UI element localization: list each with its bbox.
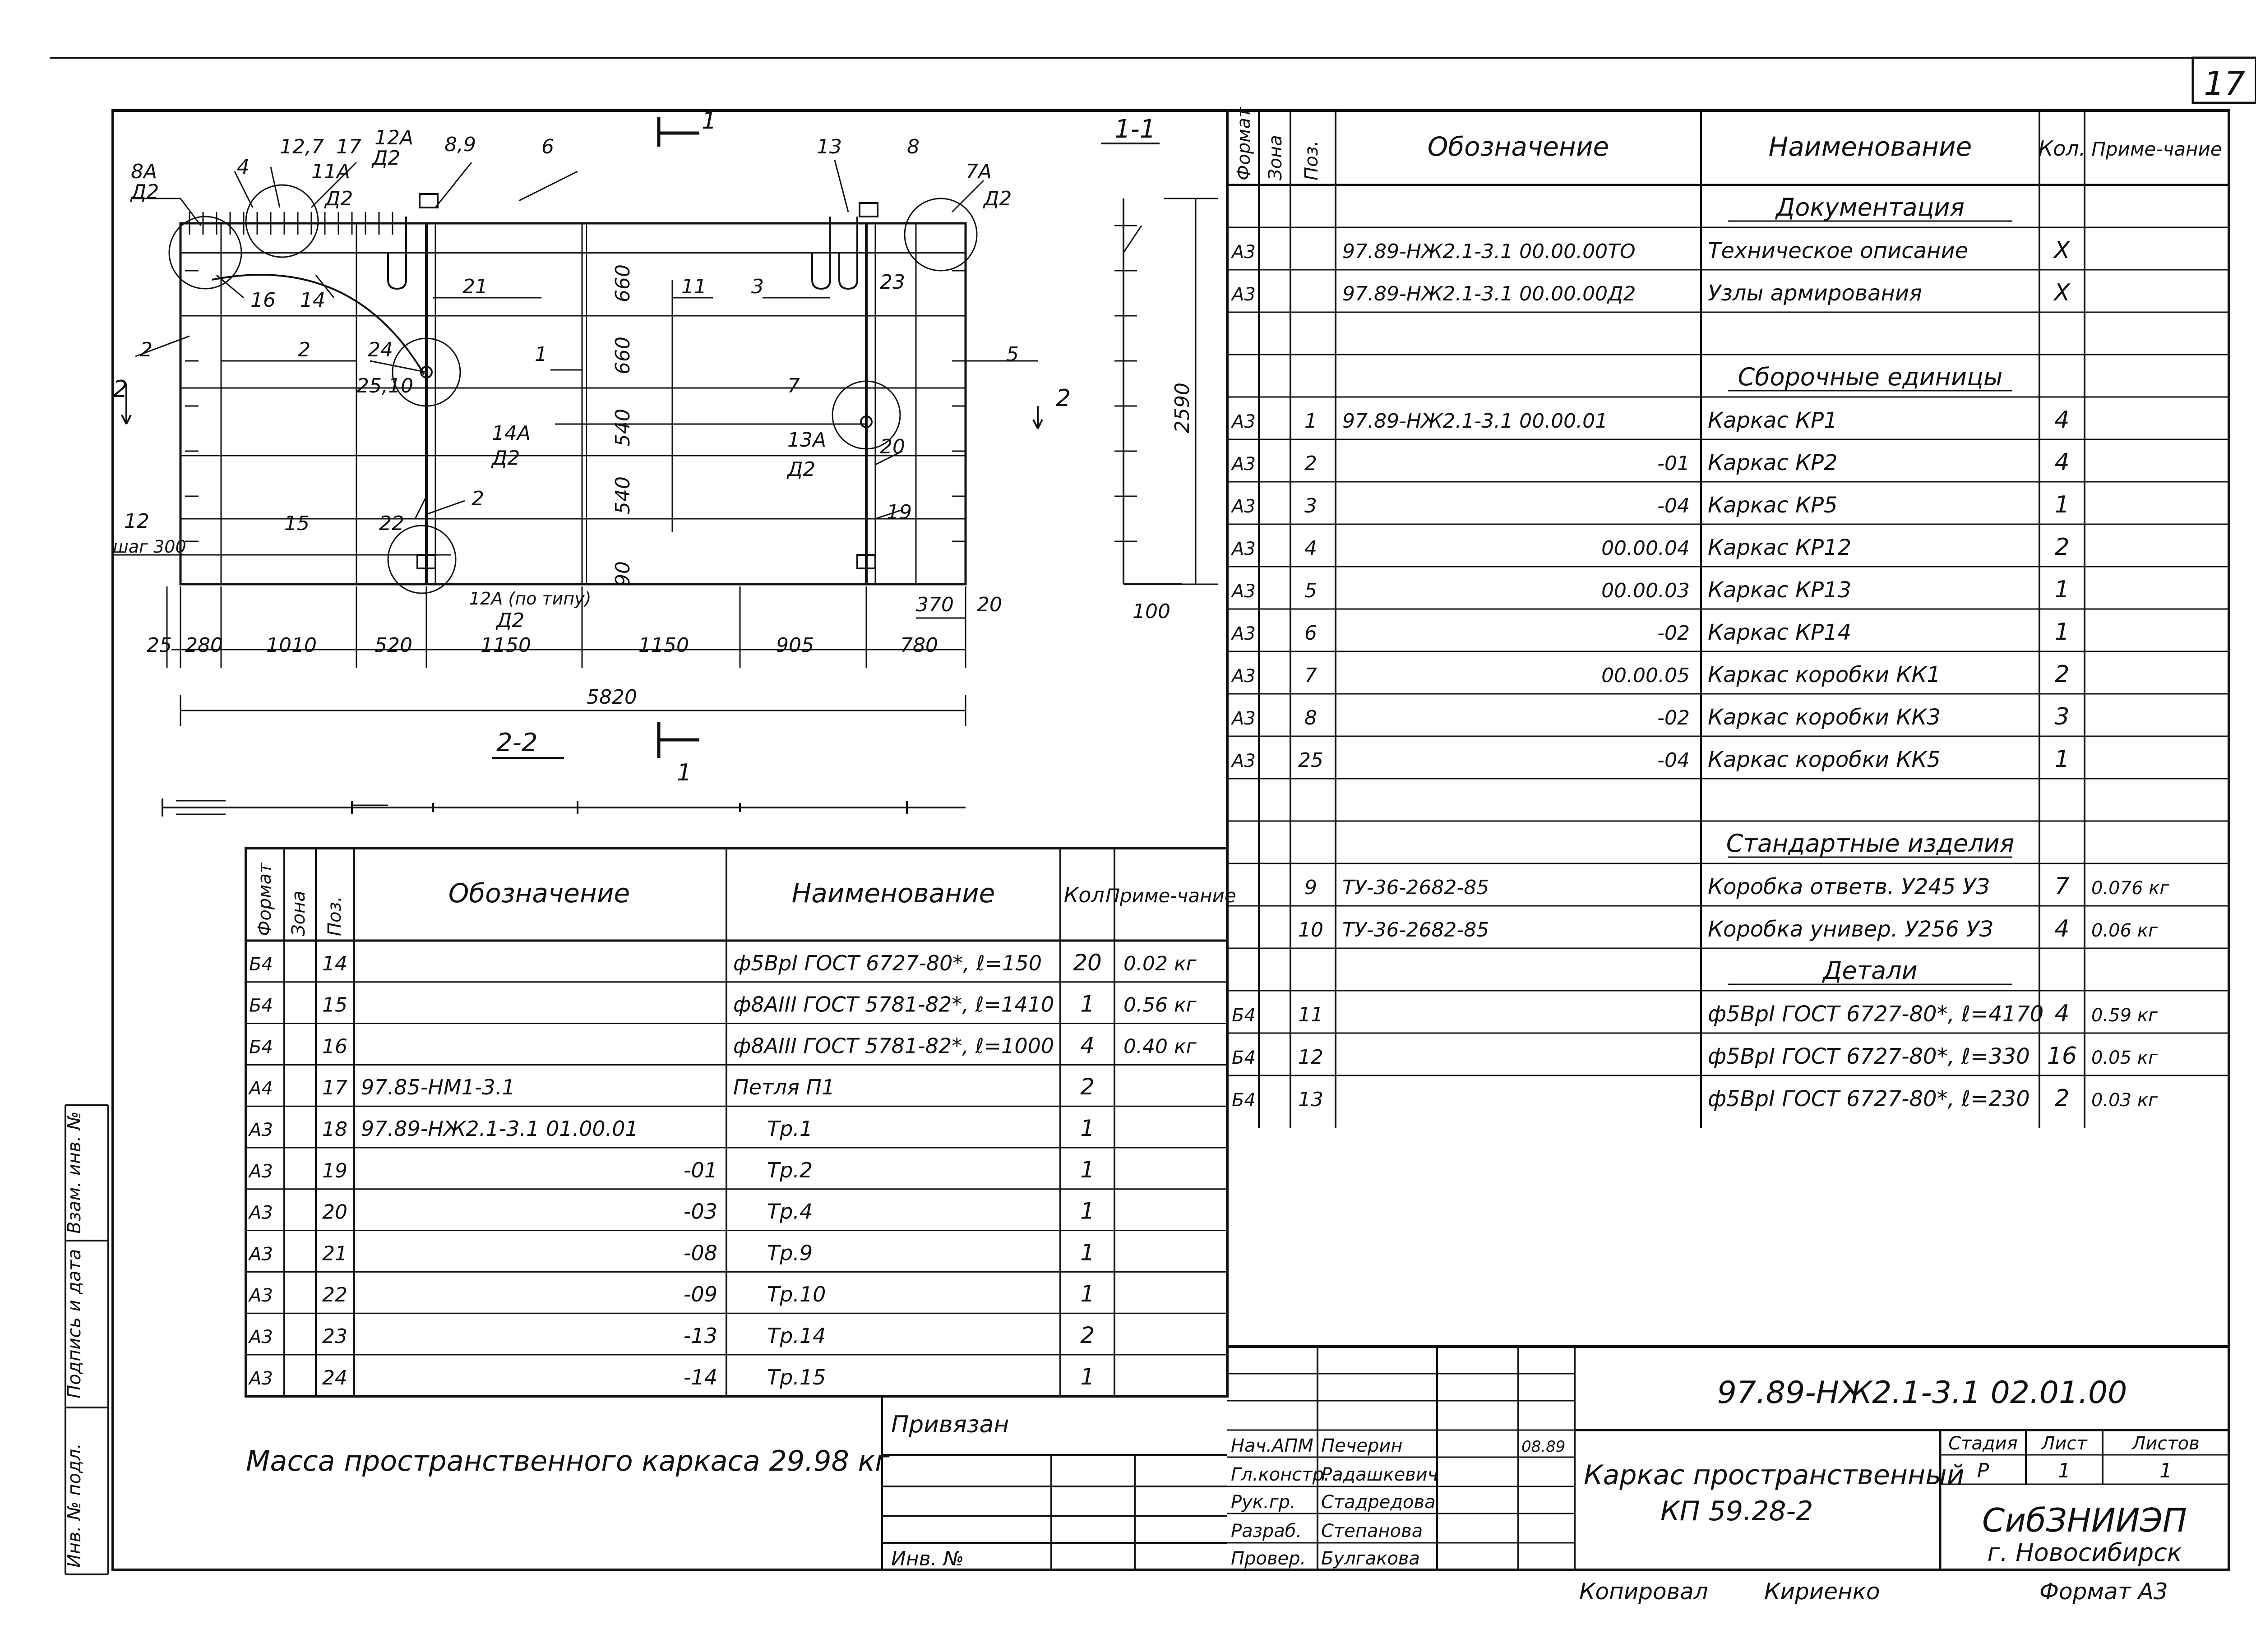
cell-name: ф5ВрI ГОСТ 6727-80*, ℓ=4170 (1708, 1001, 2044, 1027)
section-heading: Документация (1776, 193, 1965, 221)
cell-name: Каркас КР13 (1708, 577, 1852, 603)
reinforcement-plan (113, 117, 1218, 817)
signature-date: 08.89 (1521, 1438, 1566, 1456)
cell-pos: 15 (322, 993, 347, 1017)
callout: Д2 (372, 147, 401, 170)
callout: 21 (462, 275, 488, 298)
section-heading: Стандартные изделия (1726, 829, 2015, 858)
callout: 15 (284, 512, 310, 535)
cell-format: Б4 (1232, 1090, 1256, 1111)
callout: 20 (880, 435, 905, 458)
sheet-header: Лист (2041, 1433, 2087, 1454)
cell-pos: 4 (1304, 537, 1317, 560)
callout: 24 (368, 338, 393, 361)
cell-pos: 8 (1304, 706, 1317, 729)
cell-note: 0.59 кг (2091, 1005, 2158, 1026)
cell-pos: 6 (1304, 622, 1317, 645)
dim-bottom: 25 (147, 634, 172, 657)
cell-note: 0.56 кг (1123, 993, 1197, 1017)
callout: 11А (311, 160, 351, 183)
dim-vertical: 540 (611, 409, 634, 447)
cell-name: Каркас коробки КК1 (1708, 662, 1941, 688)
signature-name: Печерин (1321, 1435, 1403, 1456)
signature-role: Нач.АПМ (1231, 1435, 1313, 1456)
cell-name: Каркас КР5 (1708, 493, 1838, 518)
callout: 13А (787, 429, 827, 452)
cell-format: А3 (1232, 284, 1256, 305)
signature-role: Рук.гр. (1231, 1492, 1296, 1513)
signature-role: Разраб. (1231, 1521, 1302, 1541)
cell-format: А3 (1232, 581, 1256, 602)
stage-value: Р (1977, 1459, 1989, 1482)
cell-format: А3 (249, 1244, 273, 1265)
callout: Д2 (496, 609, 525, 632)
privyazan-label: Привязан (891, 1411, 1009, 1438)
sheets-header: Листов (2132, 1433, 2200, 1454)
dim-bottom: 280 (185, 634, 223, 657)
cell-format: А3 (1232, 454, 1256, 475)
cell-designation: -14 (683, 1365, 717, 1389)
cell-note: 0.02 кг (1123, 952, 1197, 975)
callout: 7 (787, 374, 800, 397)
cell-pos: 7 (1304, 664, 1317, 687)
callout: 23 (880, 271, 905, 294)
cell-qty: 4 (1080, 1032, 1095, 1059)
dim-bottom: 1150 (481, 634, 531, 657)
cut-label-right: 2 (1056, 385, 1071, 412)
cell-format: Б4 (1232, 1047, 1256, 1068)
callout: 12А (по типу) (469, 589, 592, 609)
cell-pos: 5 (1304, 579, 1317, 602)
cell-designation: -13 (683, 1324, 717, 1348)
drawing-title-line2: КП 59.28-2 (1660, 1495, 1813, 1527)
cell-designation: 97.89-НЖ2.1-3.1 00.00.00Д2 (1342, 282, 1636, 305)
drawing-title-line1: Каркас пространственный (1584, 1459, 1965, 1491)
cell-format: А3 (1232, 623, 1256, 644)
cell-qty: 1 (1080, 1156, 1095, 1183)
cell-qty: 2 (1080, 1074, 1095, 1100)
spec-main-table (1227, 106, 2229, 1347)
cell-pos: 16 (322, 1035, 347, 1058)
cell-designation: -04 (1657, 749, 1690, 772)
copied-label: Копировал (1579, 1578, 1708, 1605)
cell-designation: 97.85-НМ1-3.1 (361, 1075, 515, 1100)
dim-section-base: 100 (1133, 600, 1170, 623)
cell-name: Тр.14 (767, 1324, 826, 1348)
cell-format: Б4 (1232, 1005, 1256, 1026)
cell-format: А3 (249, 1161, 273, 1182)
header-format: Формат (1234, 107, 1254, 180)
cell-qty: 1 (1080, 991, 1095, 1017)
callout: Д2 (787, 458, 816, 481)
cell-qty: 4 (2054, 449, 2070, 476)
cell-pos: 25 (1298, 749, 1323, 772)
callout: 8А (131, 160, 157, 183)
cell-qty: 1 (1080, 1198, 1095, 1224)
callout: 6 (541, 135, 554, 158)
section-heading: Сборочные единицы (1738, 363, 2003, 391)
cell-qty: 2 (2054, 1085, 2070, 1112)
cell-designation: 97.89-НЖ2.1-3.1 00.00.00ТО (1342, 240, 1636, 263)
cell-designation: -09 (683, 1282, 717, 1307)
inv-label: Инв. № (891, 1547, 964, 1570)
signature-name: Радашкевич (1321, 1464, 1438, 1485)
cell-designation: -01 (683, 1158, 717, 1182)
cell-designation: -03 (683, 1199, 717, 1224)
section-2-2-title: 2-2 (496, 728, 538, 757)
header-zone: Зона (1265, 135, 1286, 180)
cell-name: Каркас коробки КК5 (1708, 747, 1941, 772)
cell-name: Узлы армирования (1708, 281, 1922, 306)
plan-labels (113, 107, 1194, 786)
header-name: Наименование (791, 878, 995, 909)
cell-name: Тр.2 (767, 1158, 813, 1182)
dim-bottom: 1150 (638, 634, 689, 657)
copied-name: Кириенко (1764, 1578, 1880, 1605)
cell-qty: 1 (1080, 1115, 1095, 1141)
dim-right: 370 (916, 593, 954, 616)
callout: 2 (140, 338, 153, 361)
header-note: Приме-чание (2091, 138, 2222, 160)
cell-pos: 20 (322, 1200, 347, 1224)
signature-role: Гл.констр. (1231, 1464, 1330, 1485)
cell-designation: ТУ-36-2682-85 (1342, 918, 1489, 941)
callout: 2 (472, 487, 484, 510)
cell-qty: 1 (2054, 746, 2070, 773)
cell-note: 0.076 кг (2091, 878, 2169, 899)
cell-name: Каркас коробки КК3 (1708, 705, 1941, 730)
cell-pos: 19 (322, 1159, 347, 1182)
header-pos: Поз. (324, 896, 345, 936)
cell-name: ф5ВрI ГОСТ 6727-80*, ℓ=230 (1708, 1086, 2030, 1112)
cell-name: ф5ВрI ГОСТ 6727-80*, ℓ=330 (1708, 1044, 2030, 1069)
cell-format: А3 (1232, 666, 1256, 687)
cell-format: А3 (249, 1202, 273, 1223)
cell-name: Каркас КР12 (1708, 535, 1852, 560)
cell-pos: 22 (322, 1283, 347, 1307)
cell-note: 0.03 кг (2091, 1090, 2158, 1111)
cell-format: А3 (1232, 708, 1256, 729)
cell-format: Б4 (249, 995, 273, 1016)
callout: Д2 (984, 187, 1012, 210)
cell-name: Коробка ответв. У245 УЗ (1708, 874, 1990, 900)
cell-pos: 21 (322, 1242, 347, 1265)
signature-name: Стадредова (1321, 1492, 1436, 1513)
cell-designation: -01 (1657, 452, 1690, 475)
callout: 16 (250, 289, 276, 312)
sheet-number: 17 (2204, 65, 2245, 102)
cell-qty: 1 (1080, 1281, 1095, 1307)
cell-name: Каркас КР2 (1708, 450, 1838, 475)
callout: 14 (300, 289, 325, 312)
organization: СибЗНИИЭП (1982, 1501, 2187, 1539)
callout: 13 (817, 135, 842, 158)
callout: 14А (492, 422, 531, 445)
dim-total: 5820 (587, 686, 637, 709)
cell-format: А3 (1232, 242, 1256, 263)
callout: Д2 (492, 447, 520, 470)
callout: 1 (535, 343, 547, 366)
mass-note: Масса пространственного каркаса 29.98 кг (246, 1444, 890, 1477)
cell-qty: X (2054, 237, 2070, 264)
cell-format: Б4 (249, 954, 273, 975)
cell-name: Тр.4 (767, 1199, 813, 1224)
header-qty: Кол. (1063, 883, 1111, 907)
cut-label-left: 2 (113, 376, 128, 403)
cell-pos: 18 (322, 1118, 347, 1141)
cell-qty: 1 (2054, 576, 2070, 603)
cell-format: А3 (249, 1368, 273, 1389)
callout: 4 (237, 156, 250, 179)
stage-header: Стадия (1948, 1433, 2018, 1454)
spec-secondary-table (246, 848, 1236, 1396)
cell-format: А3 (1232, 496, 1256, 517)
dim-bottom: 520 (374, 634, 412, 657)
dim-vertical: 90 (611, 561, 634, 586)
drawing-code: 97.89-НЖ2.1-3.1 02.01.00 (1717, 1375, 2127, 1411)
callout: 3 (751, 275, 764, 298)
margin-label-signature-date: Подпись и дата (64, 1249, 85, 1398)
header-note: Приме-чание (1105, 885, 1236, 907)
cut-label-bottom: 1 (677, 759, 692, 786)
cell-pos: 9 (1304, 876, 1317, 899)
cell-note: 0.40 кг (1123, 1035, 1197, 1058)
dim-section-height: 2590 (1171, 383, 1194, 433)
cell-qty: 2 (1080, 1322, 1095, 1348)
format-label: Формат А3 (2039, 1578, 2168, 1605)
cell-pos: 24 (322, 1366, 347, 1389)
dim-bottom: 780 (900, 634, 938, 657)
cell-qty: 1 (1080, 1239, 1095, 1266)
cell-qty: 4 (2054, 406, 2070, 434)
cell-qty: 2 (2054, 661, 2070, 688)
cell-qty: 1 (2054, 491, 2070, 518)
cell-qty: 3 (2054, 703, 2070, 730)
cell-pos: 14 (322, 952, 347, 975)
cell-designation: ТУ-36-2682-85 (1342, 876, 1489, 899)
callout: 12 (124, 510, 149, 533)
header-qty: Кол. (2038, 136, 2086, 161)
cell-pos: 23 (322, 1325, 347, 1348)
margin-label-vzam-inv: Взам. инв. № (64, 1111, 85, 1234)
sheet-value: 1 (2058, 1459, 2071, 1482)
cell-designation: 00.00.05 (1601, 664, 1690, 687)
cut-label-top: 1 (702, 107, 717, 134)
callout: 8,9 (444, 133, 476, 156)
dim-bottom: 905 (776, 634, 814, 657)
cell-qty: 1 (2054, 618, 2070, 646)
cell-qty: 1 (1080, 1363, 1095, 1390)
cell-format: А3 (249, 1285, 273, 1306)
cell-pos: 11 (1298, 1003, 1323, 1026)
cell-designation: -08 (683, 1241, 717, 1265)
cell-name: Каркас КР1 (1708, 408, 1838, 433)
cell-format: А4 (249, 1078, 273, 1099)
cell-qty: 7 (2054, 873, 2070, 900)
sheets-value: 1 (2159, 1459, 2172, 1482)
cell-name: Тр.9 (767, 1241, 813, 1265)
cell-note: 0.05 кг (2091, 1047, 2158, 1068)
cell-qty: 4 (2054, 1000, 2070, 1027)
callout: 12,7 (280, 135, 324, 158)
cell-name: ф5ВрI ГОСТ 6727-80*, ℓ=150 (733, 951, 1042, 975)
cell-pos: 13 (1298, 1088, 1323, 1111)
cell-designation: -02 (1657, 706, 1690, 729)
cell-pos: 2 (1304, 452, 1317, 475)
cell-qty: X (2054, 279, 2070, 306)
cell-pos: 17 (322, 1076, 347, 1100)
callout: Д2 (131, 180, 159, 203)
cell-format: Б4 (249, 1037, 273, 1058)
cell-format: А3 (249, 1120, 273, 1140)
callout: 5 (1006, 343, 1019, 366)
cell-name: Техническое описание (1708, 238, 1969, 263)
dim-vertical: 660 (611, 264, 634, 302)
cell-name: Тр.1 (767, 1117, 813, 1141)
cell-designation: 97.89-НЖ2.1-3.1 00.00.01 (1342, 410, 1608, 433)
header-name: Наименование (1768, 131, 1972, 162)
left-margin-strip (64, 1105, 108, 1574)
cell-designation: -04 (1657, 494, 1690, 517)
cell-name: Тр.15 (767, 1365, 826, 1389)
section-heading: Детали (1823, 956, 1918, 985)
cell-pos: 10 (1298, 918, 1323, 941)
margin-label-inv-podl: Инв. № подл. (64, 1443, 85, 1568)
callout: 11 (681, 275, 707, 298)
cell-format: А3 (1232, 751, 1256, 771)
callout: 25,10 (356, 374, 413, 397)
cell-pos: 3 (1304, 494, 1317, 517)
header-designation: Обозначение (448, 878, 630, 909)
cell-qty: 2 (2054, 534, 2070, 561)
cell-format: А3 (1232, 411, 1256, 432)
callout: 19 (887, 501, 912, 524)
cell-note: 0.06 кг (2091, 920, 2158, 941)
cell-format: А3 (1232, 539, 1256, 559)
header-designation: Обозначение (1427, 131, 1609, 162)
privyazan-block (882, 1396, 1227, 1570)
signature-name: Булгакова (1321, 1548, 1420, 1569)
callout: 12А (374, 126, 414, 149)
cell-qty: 20 (1073, 949, 1102, 976)
header-pos: Поз. (1301, 140, 1322, 180)
cell-name: ф8АIII ГОСТ 5781-82*, ℓ=1000 (733, 1034, 1054, 1058)
cell-name: Каркас КР14 (1708, 620, 1852, 645)
callout: 7А (966, 160, 992, 183)
section-1-1-title: 1-1 (1114, 115, 1156, 144)
cell-qty: 4 (2054, 915, 2070, 942)
cell-name: ф8АIII ГОСТ 5781-82*, ℓ=1410 (733, 992, 1054, 1017)
dim-vertical: 540 (611, 476, 634, 514)
dim-vertical: 660 (611, 337, 634, 374)
cell-designation: 00.00.04 (1601, 537, 1690, 560)
cell-pos: 12 (1298, 1046, 1323, 1069)
cell-name: Коробка универ. У256 УЗ (1708, 917, 1993, 942)
cell-name: Петля П1 (733, 1075, 835, 1100)
city: г. Новосибирск (1987, 1538, 2182, 1567)
sheet-number-box (2193, 58, 2256, 103)
header-zone: Зона (288, 891, 309, 936)
header-format: Формат (254, 863, 275, 936)
signature-role: Провер. (1231, 1548, 1306, 1569)
signature-name: Степанова (1321, 1521, 1423, 1541)
title-block (1227, 1347, 2229, 1570)
cell-pos: 1 (1304, 410, 1317, 433)
callout: 22 (379, 512, 404, 535)
pitch-label: шаг 300 (113, 537, 186, 557)
cell-name: Тр.10 (767, 1282, 826, 1307)
callout: 8 (907, 135, 920, 158)
cell-designation: 97.89-НЖ2.1-3.1 01.00.01 (361, 1117, 638, 1141)
cell-format: А3 (249, 1327, 273, 1347)
callout: 17 (336, 135, 361, 158)
cell-designation: 00.00.03 (1601, 579, 1690, 602)
callout: Д2 (325, 187, 353, 210)
cell-designation: -02 (1657, 622, 1690, 645)
cell-qty: 16 (2047, 1043, 2077, 1070)
dim-bottom: 1010 (266, 634, 317, 657)
callout: 2 (298, 338, 310, 361)
dim-right: 20 (977, 593, 1002, 616)
